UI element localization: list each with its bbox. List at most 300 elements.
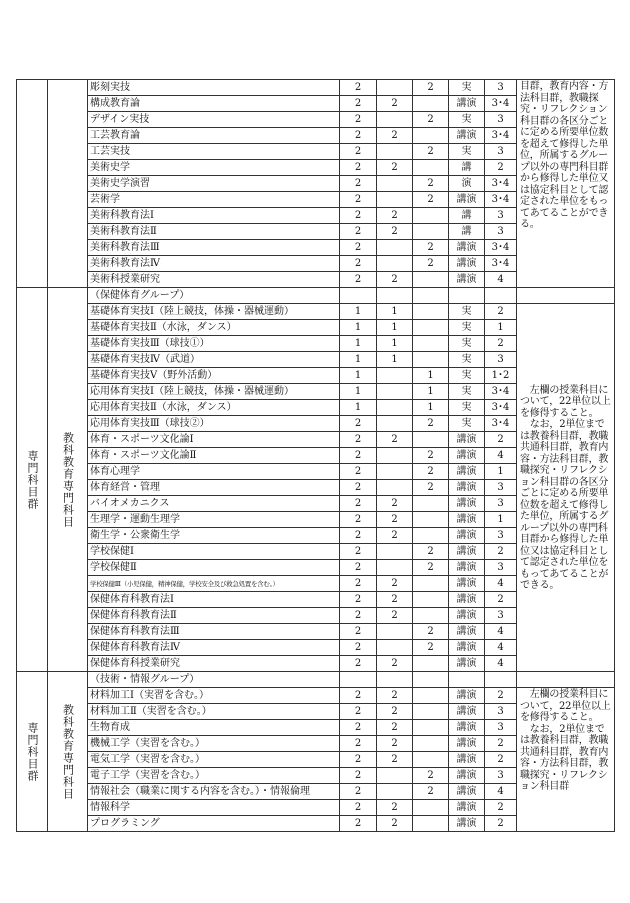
elective-cell: 2 [413,80,449,96]
required-cell [377,768,413,784]
elective-cell: 2 [413,464,449,480]
required-cell: 2 [377,512,413,528]
subject-name: 応用体育実技Ⅲ（球技②） [88,416,340,432]
subject-name: 学校保健Ⅰ [88,544,340,560]
year-cell: 3･4 [485,400,517,416]
elective-cell: 2 [413,480,449,496]
elective-cell [413,704,449,720]
credits-cell: 2 [340,784,377,800]
subject-name: プログラミング [88,816,340,832]
group-label: （技術・情報グループ） [88,672,340,688]
year-cell: 2 [485,752,517,768]
year-cell: 1 [485,320,517,336]
form-cell: 実 [449,144,485,160]
subject-name: 学校保健Ⅲ（小児保健，精神保健，学校安全及び救急処置を含む。） [88,576,340,592]
form-cell: 講演 [449,640,485,656]
elective-cell [413,736,449,752]
form-cell: 講演 [449,528,485,544]
empty-cell [449,672,485,688]
subject-name: 電子工学（実習を含む。） [88,768,340,784]
credits-cell: 2 [340,800,377,816]
year-cell: 2 [485,544,517,560]
elective-cell [413,160,449,176]
subject-name: 美術史学演習 [88,176,340,192]
required-cell: 2 [377,688,413,704]
required-cell: 1 [377,336,413,352]
elective-cell [413,320,449,336]
year-cell: 4 [485,272,517,288]
credits-cell: 1 [340,320,377,336]
elective-cell [413,272,449,288]
subject-name: 美術科教育法Ⅳ [88,256,340,272]
elective-cell: 1 [413,384,449,400]
empty-cell [340,288,377,304]
elective-cell: 2 [413,112,449,128]
group-label: （保健体育グループ） [88,288,340,304]
subject-name: 彫刻実技 [88,80,340,96]
year-cell: 2 [485,688,517,704]
form-cell: 講演 [449,432,485,448]
credits-cell: 2 [340,416,377,432]
elective-cell: 2 [413,544,449,560]
year-cell: 4 [485,448,517,464]
year-cell: 3 [485,480,517,496]
form-cell: 講演 [449,816,485,832]
elective-cell [413,528,449,544]
subject-name: 材料加工Ⅰ（実習を含む。） [88,688,340,704]
elective-cell: 2 [413,640,449,656]
subject-name: 衛生学・公衆衛生学 [88,528,340,544]
year-cell: 3･4 [485,416,517,432]
form-cell: 講演 [449,768,485,784]
form-cell: 講演 [449,128,485,144]
group-row [17,288,615,304]
credits-cell: 2 [340,528,377,544]
subject-name: 芸術学 [88,192,340,208]
elective-cell: 2 [413,416,449,432]
form-cell: 演 [449,176,485,192]
required-cell: 2 [377,608,413,624]
credits-cell: 2 [340,560,377,576]
year-cell: 4 [485,624,517,640]
form-cell: 講演 [449,592,485,608]
credits-cell: 2 [340,272,377,288]
year-cell: 3 [485,768,517,784]
elective-cell: 2 [413,784,449,800]
credits-cell: 2 [340,432,377,448]
subject-name: 美術史学 [88,160,340,176]
subject-name: 情報社会（職業に関する内容を含む。）・情報倫理 [88,784,340,800]
credits-cell: 2 [340,656,377,672]
required-cell: 2 [377,160,413,176]
note-cell [517,80,615,288]
subject-name: 美術科教育法Ⅱ [88,224,340,240]
subject-name: 美術科教育法Ⅰ [88,208,340,224]
credits-cell: 2 [340,768,377,784]
empty-cell [485,288,517,304]
form-cell: 講 [449,160,485,176]
form-cell: 講演 [449,720,485,736]
year-cell: 4 [485,656,517,672]
note-paragraph: 目群，教育内容・方法科目群，教職探究・リフレクション科目群の各区分ごとに定める所要単位数を超えて修得した単位，所属するグループ以外の専門科目群から修得した単位又は協定科目として認定された単位をもってあてることができる。 [520,81,609,230]
form-cell: 実 [449,80,485,96]
empty-cell [517,672,615,688]
credits-cell: 2 [340,816,377,832]
year-cell: 1･2 [485,368,517,384]
subject-name: 基礎体育実技Ⅲ（球技①） [88,336,340,352]
required-cell: 2 [377,800,413,816]
year-cell: 1 [485,512,517,528]
subject-name: 構成教育論 [88,96,340,112]
subject-name: 美術科授業研究 [88,272,340,288]
required-cell: 2 [377,656,413,672]
year-cell: 3･4 [485,384,517,400]
elective-cell [413,336,449,352]
elective-cell [413,352,449,368]
required-cell [377,256,413,272]
year-cell: 3･4 [485,256,517,272]
elective-cell [413,432,449,448]
note-paragraph: 左欄の授業科目について，22単位以上を修得すること。 [520,384,611,419]
required-cell [377,112,413,128]
note-paragraph: 左欄の授業科目について，22単位以上を修得すること。 [520,689,611,723]
subject-name: 機械工学（実習を含む。） [88,736,340,752]
category-cell: 専門科目群 [17,672,48,832]
form-cell: 実 [449,384,485,400]
form-cell: 講 [449,208,485,224]
credits-cell: 2 [340,176,377,192]
empty-cell [449,288,485,304]
required-cell [377,560,413,576]
subject-name: 基礎体育実技Ⅳ（武道） [88,352,340,368]
required-cell: 2 [377,528,413,544]
year-cell: 3･4 [485,128,517,144]
required-cell: 2 [377,752,413,768]
required-cell: 2 [377,272,413,288]
curriculum-table [16,79,615,832]
note-paragraph: なお，2単位までは教養科目群，教職共通科目群，教育内容・方法科目群，教職探究・リフレクション科目群 [520,723,609,792]
credits-cell: 2 [340,720,377,736]
elective-cell: 2 [413,192,449,208]
year-cell: 3 [485,560,517,576]
form-cell: 講演 [449,496,485,512]
required-cell [377,640,413,656]
category-cell [17,80,48,288]
credits-cell: 2 [340,736,377,752]
form-cell: 講演 [449,560,485,576]
elective-cell [413,512,449,528]
form-cell: 講演 [449,96,485,112]
required-cell: 1 [377,320,413,336]
subject-name: 体育心理学 [88,464,340,480]
credits-cell: 2 [340,544,377,560]
year-cell: 4 [485,784,517,800]
note-cell [517,304,615,672]
subject-name: 保健体育科教育法Ⅱ [88,608,340,624]
credits-cell: 1 [340,352,377,368]
credits-cell: 2 [340,624,377,640]
form-cell: 講演 [449,512,485,528]
required-cell [377,480,413,496]
form-cell: 講演 [449,688,485,704]
year-cell: 3･4 [485,176,517,192]
year-cell: 4 [485,640,517,656]
note-paragraph: なお，2単位までは教養科目群，教職共通科目群，教育内容・方法科目群，教職探究・リフレクション科目群の各区分ごとに定める所要単位数を超えて修得した単位，所属するグループ以外の専門科目群から修得した単位又は協定科目として認定された単位をもってあてることができる。 [520,419,609,591]
form-cell: 講演 [449,480,485,496]
required-cell [377,464,413,480]
elective-cell [413,816,449,832]
subcategory-cell [48,80,88,288]
required-cell: 2 [377,432,413,448]
elective-cell [413,656,449,672]
subject-name: 保健体育科授業研究 [88,656,340,672]
required-cell: 2 [377,592,413,608]
year-cell: 3 [485,144,517,160]
subject-name: 生理学・運動生理学 [88,512,340,528]
year-cell: 2 [485,592,517,608]
elective-cell [413,304,449,320]
credits-cell: 2 [340,96,377,112]
elective-cell [413,208,449,224]
subject-name: 保健体育科教育法Ⅲ [88,624,340,640]
form-cell: 実 [449,112,485,128]
subject-name: 応用体育実技Ⅱ（水泳，ダンス） [88,400,340,416]
credits-cell: 2 [340,240,377,256]
empty-cell [413,672,449,688]
credits-cell: 2 [340,688,377,704]
required-cell [377,384,413,400]
subject-row [17,304,615,320]
year-cell: 3 [485,208,517,224]
elective-cell [413,800,449,816]
year-cell: 3 [485,224,517,240]
required-cell: 1 [377,304,413,320]
year-cell: 2 [485,304,517,320]
elective-cell: 2 [413,144,449,160]
form-cell: 講演 [449,752,485,768]
empty-cell [485,672,517,688]
required-cell [377,176,413,192]
year-cell: 2 [485,816,517,832]
subject-name: バイオメカニクス [88,496,340,512]
elective-cell: 2 [413,256,449,272]
credits-cell: 2 [340,576,377,592]
credits-cell: 2 [340,80,377,96]
year-cell: 3･4 [485,192,517,208]
subject-name: 工芸実技 [88,144,340,160]
year-cell: 3 [485,704,517,720]
year-cell: 3･4 [485,96,517,112]
credits-cell: 1 [340,400,377,416]
form-cell: 講演 [449,624,485,640]
required-cell [377,448,413,464]
year-cell: 3 [485,112,517,128]
credits-cell: 2 [340,640,377,656]
year-cell: 3 [485,720,517,736]
form-cell: 講 [449,224,485,240]
subject-name: 体育経営・管理 [88,480,340,496]
form-cell: 講演 [449,736,485,752]
elective-cell [413,608,449,624]
form-cell: 講演 [449,656,485,672]
form-cell: 講演 [449,576,485,592]
empty-cell [377,672,413,688]
subject-name: 基礎体育実技Ⅰ（陸上競技，体操・器械運動） [88,304,340,320]
credits-cell: 2 [340,464,377,480]
elective-cell: 2 [413,448,449,464]
credits-cell: 2 [340,448,377,464]
form-cell: 講演 [449,544,485,560]
required-cell: 2 [377,720,413,736]
required-cell [377,240,413,256]
subject-name: 工芸教育論 [88,128,340,144]
empty-cell [413,288,449,304]
form-cell: 講演 [449,784,485,800]
elective-cell: 1 [413,368,449,384]
elective-cell: 2 [413,768,449,784]
credits-cell: 2 [340,160,377,176]
form-cell: 実 [449,416,485,432]
form-cell: 実 [449,400,485,416]
year-cell: 3･4 [485,240,517,256]
elective-cell [413,592,449,608]
form-cell: 講演 [449,240,485,256]
required-cell: 2 [377,96,413,112]
required-cell: 2 [377,224,413,240]
subject-name: デザイン実技 [88,112,340,128]
elective-cell [413,224,449,240]
required-cell [377,400,413,416]
elective-cell [413,752,449,768]
subject-name: 生物育成 [88,720,340,736]
year-cell: 2 [485,160,517,176]
required-cell: 2 [377,704,413,720]
subject-row [17,688,615,704]
credits-cell: 2 [340,496,377,512]
subcategory-cell: 教科教育専門科目 [48,288,88,672]
credits-cell: 2 [340,224,377,240]
required-cell [377,416,413,432]
subject-name: 電気工学（実習を含む。） [88,752,340,768]
subject-name: 美術科教育法Ⅲ [88,240,340,256]
elective-cell [413,688,449,704]
subject-row [17,80,615,96]
credits-cell: 1 [340,304,377,320]
subject-name: 情報科学 [88,800,340,816]
credits-cell: 1 [340,384,377,400]
credits-cell: 2 [340,112,377,128]
required-cell [377,784,413,800]
form-cell: 実 [449,320,485,336]
credits-cell: 2 [340,128,377,144]
year-cell: 3 [485,528,517,544]
empty-cell [340,672,377,688]
credits-cell: 2 [340,192,377,208]
form-cell: 講演 [449,256,485,272]
credits-cell: 2 [340,704,377,720]
credits-cell: 2 [340,208,377,224]
subject-name: 学校保健Ⅱ [88,560,340,576]
form-cell: 講演 [449,800,485,816]
required-cell: 1 [377,352,413,368]
empty-cell [377,288,413,304]
subject-name: 保健体育科教育法Ⅰ [88,592,340,608]
subject-name: 体育・スポーツ文化論Ⅰ [88,432,340,448]
required-cell: 2 [377,736,413,752]
subject-name: 材料加工Ⅱ（実習を含む。） [88,704,340,720]
required-cell [377,544,413,560]
year-cell: 1 [485,464,517,480]
credits-cell: 1 [340,336,377,352]
credits-cell: 2 [340,608,377,624]
credits-cell: 2 [340,512,377,528]
group-row [17,672,615,688]
elective-cell [413,576,449,592]
form-cell: 実 [449,368,485,384]
required-cell [377,192,413,208]
form-cell: 講演 [449,464,485,480]
year-cell: 2 [485,432,517,448]
credits-cell: 2 [340,752,377,768]
year-cell: 3 [485,496,517,512]
elective-cell: 1 [413,400,449,416]
credits-cell: 2 [340,256,377,272]
required-cell: 2 [377,496,413,512]
year-cell: 4 [485,576,517,592]
year-cell: 3 [485,352,517,368]
elective-cell: 2 [413,240,449,256]
empty-cell [517,288,615,304]
form-cell: 講演 [449,192,485,208]
elective-cell [413,128,449,144]
subject-name: 応用体育実技Ⅰ（陸上競技，体操・器械運動） [88,384,340,400]
credits-cell: 2 [340,480,377,496]
subcategory-cell: 教科教育専門科目 [48,672,88,832]
credits-cell: 2 [340,592,377,608]
form-cell: 実 [449,352,485,368]
required-cell: 2 [377,208,413,224]
elective-cell: 2 [413,560,449,576]
form-cell: 講演 [449,272,485,288]
required-cell [377,368,413,384]
subject-name: 基礎体育実技Ⅴ（野外活動） [88,368,340,384]
subject-name: 基礎体育実技Ⅱ（水泳，ダンス） [88,320,340,336]
subject-name: 保健体育科教育法Ⅳ [88,640,340,656]
form-cell: 講演 [449,608,485,624]
year-cell: 2 [485,800,517,816]
form-cell: 実 [449,304,485,320]
elective-cell [413,496,449,512]
elective-cell: 2 [413,176,449,192]
credits-cell: 2 [340,144,377,160]
year-cell: 2 [485,336,517,352]
year-cell: 2 [485,736,517,752]
year-cell: 3 [485,80,517,96]
subject-name: 体育・スポーツ文化論Ⅱ [88,448,340,464]
form-cell: 講演 [449,448,485,464]
form-cell: 実 [449,336,485,352]
elective-cell [413,96,449,112]
category-cell: 専門科目群 [17,288,48,672]
elective-cell: 2 [413,624,449,640]
required-cell [377,624,413,640]
elective-cell [413,720,449,736]
credits-cell: 1 [340,368,377,384]
required-cell [377,80,413,96]
required-cell: 2 [377,816,413,832]
year-cell: 3 [485,608,517,624]
note-cell [517,688,615,832]
